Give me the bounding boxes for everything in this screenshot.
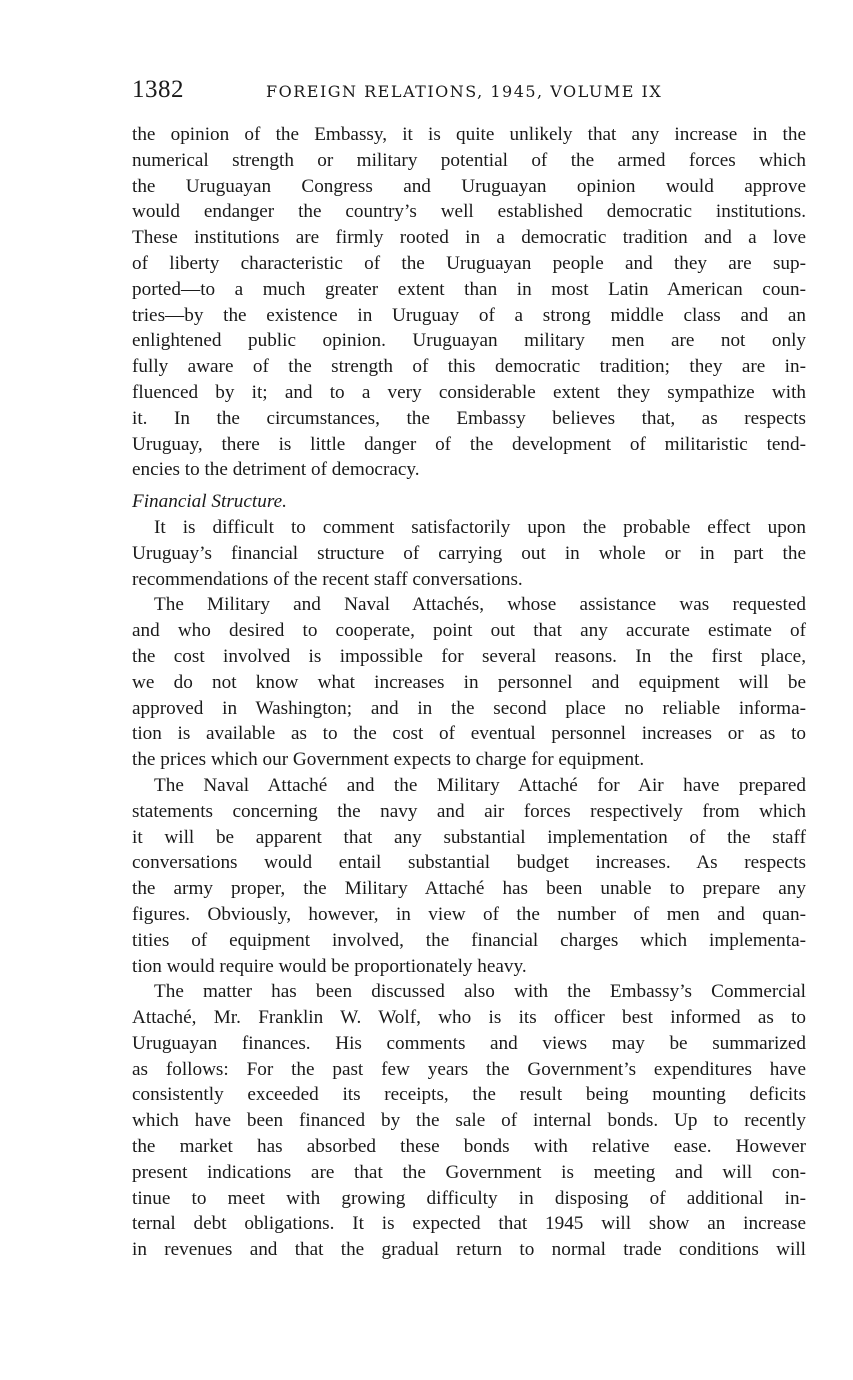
- body-text: [132, 122, 806, 1263]
- text-line: it will be apparent that any substantial implementation of the staff: [132, 826, 806, 848]
- text-line: which have been financed by the sale of internal bonds. Up to recently: [132, 1110, 806, 1132]
- paragraph-1: [132, 122, 806, 483]
- text-line: ported—to a much greater extent than in most Latin American coun-: [132, 278, 806, 300]
- text-line: It is difficult to comment satisfactorily upon the probable effect upon: [154, 516, 806, 538]
- text-line: The Military and Naval Attachés, whose assistance was requested: [154, 594, 806, 616]
- text-line: the cost involved is impossible for several reasons. In the first place,: [132, 645, 806, 667]
- text-line: These institutions are firmly rooted in a democratic tradition and a love: [132, 227, 806, 249]
- text-line: consistently exceeded its receipts, the result being mounting deficits: [132, 1084, 806, 1106]
- text-line: Attaché, Mr. Franklin W. Wolf, who is its officer best informed as to: [132, 1007, 806, 1029]
- text-line: conversations would entail substantial budget increases. As respects: [132, 852, 806, 874]
- text-line: tion would require would be proportionately heavy.: [132, 955, 527, 977]
- text-line: Uruguay, there is little danger of the development of militaristic tend-: [132, 433, 806, 455]
- text-line: we do not know what increases in personnel and equipment will be: [132, 671, 806, 693]
- text-line: ternal debt obligations. It is expected that 1945 will show an increase: [132, 1213, 806, 1235]
- paragraph-5: [132, 979, 806, 1263]
- text-line: of liberty characteristic of the Uruguayan people and they are sup-: [132, 252, 806, 274]
- running-header: [132, 76, 812, 110]
- text-line: would endanger the country’s well established democratic institutions.: [132, 201, 806, 223]
- text-line: the opinion of the Embassy, it is quite unlikely that any increase in the: [132, 124, 806, 145]
- text-line: statements concerning the navy and air forces respectively from which: [132, 800, 806, 822]
- paragraph-3: [132, 592, 806, 773]
- text-line: tities of equipment involved, the financial charges which implementa-: [132, 929, 806, 951]
- text-line: recommendations of the recent staff conversations.: [132, 568, 523, 590]
- text-line: the army proper, the Military Attaché has been unable to prepare any: [132, 878, 806, 900]
- running-title: FOREIGN RELATIONS, 1945, VOLUME IX: [266, 82, 663, 101]
- text-line: tinue to meet with growing difficulty in disposing of additional in-: [132, 1187, 806, 1209]
- text-line: as follows: For the past few years the Government’s expenditures have: [132, 1058, 806, 1080]
- text-line: fully aware of the strength of this democratic tradition; they are in-: [132, 356, 806, 378]
- section-heading: Financial Structure.: [132, 491, 287, 513]
- text-line: enlightened public opinion. Uruguayan military men are not only: [132, 330, 806, 352]
- paragraph-4: [132, 773, 806, 979]
- text-line: in revenues and that the gradual return to normal trade conditions will: [132, 1239, 806, 1261]
- text-line: it. In the circumstances, the Embassy believes that, as respects: [132, 407, 806, 429]
- text-line: The Naval Attaché and the Military Attaché for Air have prepared: [154, 774, 806, 796]
- text-line: tries—by the existence in Uruguay of a strong middle class and an: [132, 304, 806, 326]
- text-line: Uruguayan finances. His comments and views may be summarized: [132, 1032, 806, 1054]
- text-line: The matter has been discussed also with the Embassy’s Commercial: [154, 981, 806, 1003]
- text-line: encies to the detriment of democracy.: [132, 459, 420, 481]
- text-line: Uruguay’s financial structure of carrying out in whole or in part the: [132, 542, 806, 564]
- paragraph-2: [132, 515, 806, 592]
- text-line: and who desired to cooperate, point out that any accurate estimate of: [132, 620, 806, 642]
- text-line: the Uruguayan Congress and Uruguayan opinion would approve: [132, 175, 806, 197]
- text-line: the prices which our Government expects to charge for equipment.: [132, 749, 645, 771]
- text-line: fluenced by it; and to a very considerable extent they sympathize with: [132, 381, 806, 403]
- text-line: present indications are that the Government is meeting and will con-: [132, 1161, 806, 1183]
- text-line: figures. Obviously, however, in view of the number of men and quan-: [132, 903, 806, 925]
- text-line: the market has absorbed these bonds with relative ease. However: [132, 1136, 806, 1158]
- text-line: approved in Washington; and in the second place no reliable informa-: [132, 697, 806, 719]
- text-line: tion is available as to the cost of eventual personnel increases or as to: [132, 723, 806, 745]
- page-number: 1382: [132, 76, 184, 103]
- text-line: numerical strength or military potential of the armed forces which: [132, 149, 806, 171]
